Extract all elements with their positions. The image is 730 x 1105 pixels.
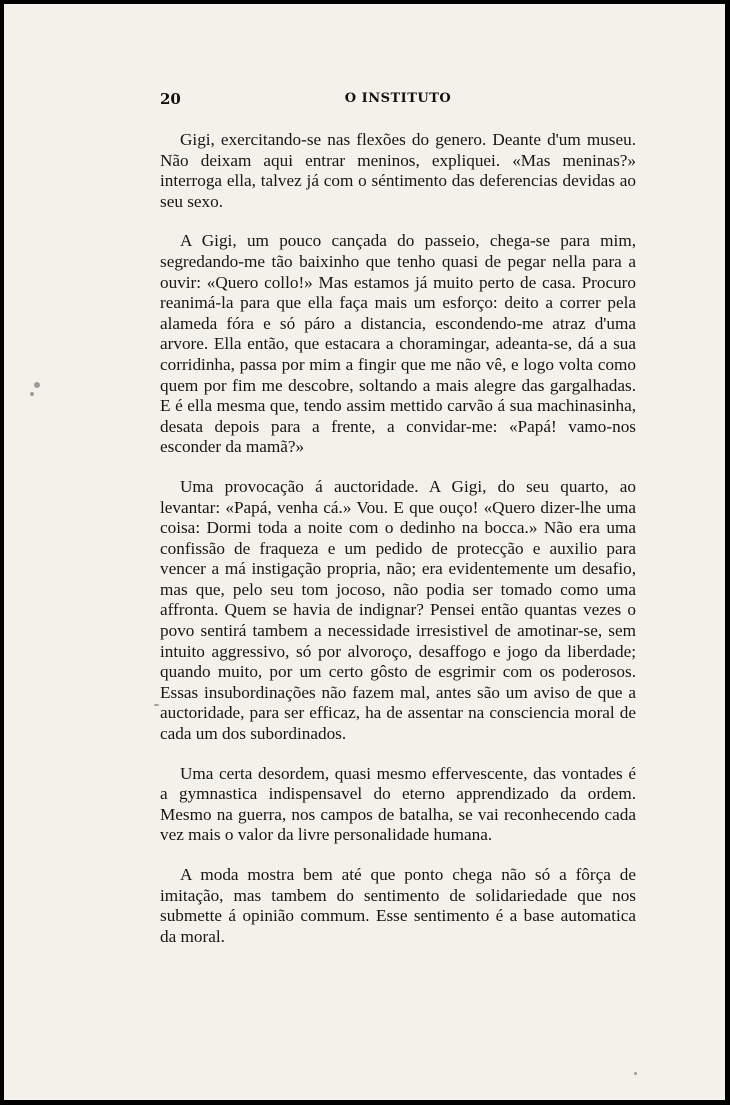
scan-speck	[30, 392, 34, 396]
book-page	[4, 4, 725, 1100]
page-number: 20	[160, 90, 181, 108]
scan-speck	[154, 704, 159, 706]
scan-speck	[634, 1072, 637, 1075]
page-header	[160, 90, 636, 112]
page-body	[160, 130, 636, 966]
paragraph: Uma certa desordem, quasi mesmo effervescente, das vontades é a gymnastica indispensavel do eterno apprendizado da ordem. Mesmo na guerra, nos campos de batalha, se vai reconhecendo cada vez mais o valor da livre personalidade humana.	[160, 763, 636, 845]
paragraph: Uma provocação á auctoridade. A Gigi, do seu quarto, ao levantar: «Papá, venha cá.» Vou. E que ouço! «Quero dizer-lhe uma coisa: Dormi toda a noite com o dedinho na bocca.» Não era uma confissão de fraqueza e um pedido de protecção e auxilio para vencer a má instigação propria, não; era evidentemente um desafio, mas que, pelo seu tom jocoso, não podia ser tomado como uma affronta. Quem se havia de indignar? Pensei então quantas vezes o povo sentirá tambem a necessidade irresistivel de amotinar-se, sem intuito aggressivo, só por alvoroço, desaffogo e jogo da liberdade; quando muito, por um certo gôsto de esgrimir com os poderosos. Essas insubordinações não fazem mal, antes são um aviso de que a auctoridade, para ser efficaz, ha de assentar na consciencia moral de cada um dos subordinados.	[160, 476, 636, 744]
paragraph: Gigi, exercitando-se nas flexões do genero. Deante d'um museu. Não deixam aqui entrar meninos, expliquei. «Mas meninas?» interroga ella, talvez já com o séntimento das deferencias devidas ao seu sexo.	[160, 130, 636, 211]
paragraph: A Gigi, um pouco cançada do passeio, chega-se para mim, segredando-me tão baixinho que tenho quasi de pegar nella para a ouvir: «Quero collo!» Mas estamos já muito perto de casa. Procuro reanimá-la para que ella faça mais um esforço: deito a correr pela alameda fóra e só páro a distancia, escondendo-me atraz d'uma arvore. Ella então, que estacara a choramingar, adeanta-se, dá a sua corridinha, passa por mim a fingir que me não vê, e logo volta como quem por fim me descobre, soltando a mais alegre das gargalhadas. E é ella mesma que, tendo assim mettido carvão á sua machinasinha, desata depois para a frente, a convidar-me: «Papá! vamo-nos esconder da mamã?»	[160, 231, 636, 457]
running-title: O INSTITUTO	[344, 91, 452, 106]
scan-speck	[34, 382, 40, 388]
paragraph: A moda mostra bem até que ponto chega não só a fôrça de imitação, mas tambem do sentimento de solidariedade que nos submette á opinião commum. Esse sentimento é a base automatica da moral.	[160, 865, 636, 946]
